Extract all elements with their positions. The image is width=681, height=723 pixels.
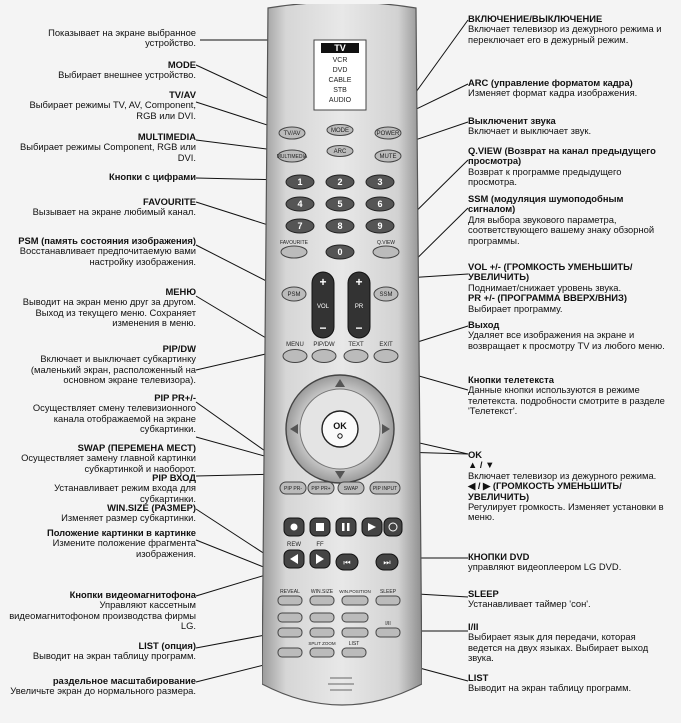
splitzoom-button[interactable]	[308, 641, 335, 657]
svg-text:MUTE: MUTE	[379, 154, 397, 160]
svg-text:ARC: ARC	[333, 149, 347, 155]
mode-audio: AUDIO	[328, 97, 352, 104]
label-power: ВКЛЮЧЕНИЕ/ВЫКЛЮЧЕНИЕ Включает телевизор из дежурного режима и переключает его в дежурный режим.	[468, 13, 662, 45]
plus-icon: +	[355, 275, 363, 289]
svg-text:2: 2	[337, 177, 343, 187]
label-dvd-buttons: КНОПКИ DVD управляют видеоплеером LG DVD.	[468, 551, 622, 573]
remote-control	[262, 4, 422, 720]
arc-button[interactable]	[327, 146, 353, 157]
svg-text:PIP/DW: PIP/DW	[313, 342, 335, 348]
svg-text:Q.VIEW: Q.VIEW	[376, 240, 396, 246]
svg-text:7: 7	[297, 221, 303, 231]
minus-icon: −	[355, 321, 363, 335]
pip-pr-plus-button[interactable]	[308, 482, 334, 494]
tvav-button[interactable]	[279, 127, 305, 139]
ssm-button[interactable]	[374, 287, 398, 301]
label-exit: Выход Удаляет все изображения на экране и возвращает к просмотру TV из любого меню.	[468, 319, 665, 351]
favourite-button[interactable]	[280, 240, 309, 258]
dvd-prev-button[interactable]	[336, 554, 358, 570]
svg-text:PSM: PSM	[287, 292, 301, 298]
list-option-button[interactable]	[278, 648, 302, 657]
svg-text:0: 0	[337, 247, 343, 257]
label-split-zoom: раздельное масштабирование Увеличьте экран до нормального размера.	[10, 675, 196, 697]
svg-text:4: 4	[297, 199, 303, 209]
svg-text:MENU: MENU	[286, 342, 304, 348]
psm-button[interactable]	[282, 287, 306, 301]
mode-button[interactable]	[327, 125, 353, 136]
number-8-button[interactable]	[326, 219, 354, 233]
label-pipdw: PIP/DW Включает и выключает субкартинку (маленький экран, расположенный на основном экране телевизора).	[30, 343, 196, 386]
power-button[interactable]	[375, 127, 401, 139]
svg-text:SLEEP: SLEEP	[379, 589, 397, 595]
mode-stb: STB	[333, 87, 347, 94]
pip-pr-minus-button[interactable]	[280, 482, 306, 494]
svg-text:OK: OK	[333, 421, 347, 431]
label-vcr-buttons: Кнопки видеомагнитофона Управляют кассетным видеомагнитофоном производства фирмы LG.	[9, 589, 196, 632]
svg-text:3: 3	[377, 177, 383, 187]
plus-icon: +	[319, 275, 327, 289]
svg-text:PR: PR	[354, 304, 364, 310]
svg-text:POWER: POWER	[376, 131, 400, 137]
label-tvav: TV/AV Выбирает режимы TV, AV, Component, RGB или DVI.	[29, 89, 196, 121]
play-button[interactable]	[362, 518, 382, 536]
number-9-button[interactable]	[366, 219, 394, 233]
svg-text:I/II: I/II	[385, 621, 391, 627]
swap-button[interactable]	[338, 482, 364, 494]
label-winsize: WIN.SIZE (РАЗМЕР) Изменяет размер субкартинки.	[61, 502, 196, 524]
number-4-button[interactable]	[286, 197, 314, 211]
label-list: LIST Выводит на экран таблицу программ.	[468, 672, 632, 694]
number-1-button[interactable]	[286, 175, 314, 189]
program-rocker[interactable]	[348, 272, 370, 338]
label-psm: PSM (память состояния изображения) Восстанавливает предпочитаемую вами настройку изображения.	[18, 235, 196, 267]
menu-button[interactable]	[283, 342, 307, 363]
svg-text:PIP INPUT: PIP INPUT	[372, 486, 398, 492]
number-0-button[interactable]	[326, 245, 354, 259]
mode-tv: TV	[334, 43, 346, 53]
label-teletext: Кнопки телетекста Данные кнопки используются в режиме телетекста. подробности смотрите в разделе 'Телетекст'.	[468, 374, 665, 417]
svg-text:SPLIT ZOOM: SPLIT ZOOM	[308, 641, 336, 646]
stop-button[interactable]	[310, 518, 330, 536]
skip-forward-icon: ⏭	[383, 558, 391, 567]
svg-text:VOL: VOL	[316, 304, 330, 310]
svg-text:REVEAL: REVEAL	[280, 589, 300, 595]
svg-text:WIN.SIZE: WIN.SIZE	[310, 589, 334, 595]
mode-vcr: VCR	[332, 57, 348, 64]
label-qview: Q.VIEW (Возврат на канал предыдущего просмотра) Возврат к программе предыдущего просмотра.	[468, 145, 656, 188]
svg-text:SWAP: SWAP	[343, 486, 359, 492]
svg-text:SSM: SSM	[379, 292, 393, 298]
reveal-button[interactable]	[278, 589, 302, 605]
svg-text:9: 9	[377, 221, 383, 231]
svg-text:TV/AV: TV/AV	[283, 131, 301, 137]
svg-text:1: 1	[297, 177, 303, 187]
label-pip-pr: PIP PR+/- Осуществляет смену телевизионного канала отображаемой на экране субкартинки.	[32, 392, 196, 435]
label-pip-position: Положение картинки в картинке Измените положение фрагмента изображения.	[46, 527, 196, 559]
label-ssm: SSM (модуляция шумоподобным сигналом) Для выбора звукового параметра, соответствующего вашему знаку обзорной программы.	[468, 193, 655, 246]
number-5-button[interactable]	[326, 197, 354, 211]
svg-text:PIP PR+: PIP PR+	[311, 486, 331, 492]
number-2-button[interactable]	[326, 175, 354, 189]
label-display: Показывает на экране выбранное устройство.	[48, 27, 196, 49]
label-swap: SWAP (ПЕРЕМЕНА МЕСТ) Осуществляет замену главной картинки субкартинкой и наоборот.	[21, 442, 196, 474]
record-button[interactable]	[284, 518, 304, 536]
number-6-button[interactable]	[366, 197, 394, 211]
svg-text:WIN.POSITION: WIN.POSITION	[339, 589, 371, 594]
svg-text:EXIT: EXIT	[379, 342, 393, 348]
label-pip-input: PIP ВХОД Устанавливает режим входа для субкартинки.	[54, 472, 196, 504]
label-favourite: FAVOURITE Вызывает на экране любимый канал.	[32, 196, 196, 218]
winposition-button[interactable]	[339, 589, 371, 605]
svg-text:5: 5	[337, 199, 343, 209]
pipdw-button[interactable]	[312, 342, 336, 363]
svg-text:FAVOURITE: FAVOURITE	[280, 240, 308, 246]
svg-text:TEXT: TEXT	[348, 342, 364, 348]
svg-text:8: 8	[337, 221, 343, 231]
winsize-button[interactable]	[310, 589, 334, 605]
minus-icon: −	[319, 321, 327, 335]
skip-back-icon: ⏮	[343, 558, 351, 567]
dvd-stop-button[interactable]	[384, 518, 402, 536]
svg-text:LIST: LIST	[348, 641, 360, 647]
label-mute: Выключенит звука Включает и выключает звук.	[468, 115, 592, 137]
svg-text:MODE: MODE	[331, 128, 349, 134]
svg-text:REW: REW	[287, 542, 301, 548]
mute-button[interactable]	[375, 150, 401, 162]
label-sleep: SLEEP Устанавливает таймер 'сон'.	[468, 588, 591, 610]
svg-text:MULTIMEDIA: MULTIMEDIA	[276, 154, 308, 160]
number-3-button[interactable]	[366, 175, 394, 189]
label-i-ii: I/II Выбирает язык для передачи, которая ведется на двух языках. Выбирает выход звука.	[468, 621, 649, 664]
label-menu: МЕНЮ Выводит на экран меню друг за другом. Выход из текущего меню. Сохраняет изменения в меню.	[22, 286, 196, 329]
label-arc: ARC (управление форматом кадра) Изменяет формат кадра изображения.	[468, 77, 638, 99]
pause-button[interactable]	[336, 518, 356, 536]
svg-text:PIP PR-: PIP PR-	[284, 486, 302, 492]
mode-dvd: DVD	[332, 67, 348, 74]
dvd-next-button[interactable]	[376, 554, 398, 570]
volume-rocker[interactable]	[312, 272, 334, 338]
pip-input-button[interactable]	[370, 482, 400, 494]
label-number-keys: Кнопки с цифрами	[108, 171, 196, 182]
ok-button[interactable]	[322, 411, 358, 447]
mode-cable: CABLE	[328, 77, 352, 84]
label-multimedia: MULTIMEDIA Выбирает режимы Component, RGB или DVI.	[20, 131, 196, 163]
number-7-button[interactable]	[286, 219, 314, 233]
label-ok-nav: OK ▲ / ▼ Включает телевизор из дежурного режима. ◀ / ▶ (ГРОМКОСТЬ УМЕНЬШИТЬ/УВЕЛИЧИТЬ) Регулирует громкость. Изменяет установки в меню.	[468, 449, 664, 523]
label-list-option: LIST (опция) Выводит на экран таблицу программ.	[32, 640, 196, 662]
label-vol-pr: VOL +/- (ГРОМКОСТЬ УМЕНЬШИТЬ/УВЕЛИЧИТЬ) Поднимает/снижает уровень звука. PR +/- (ПРОГРАММА ВВЕРХ/ВНИЗ) Выбирает программу.	[468, 261, 633, 314]
label-mode: MODE Выбирает внешнее устройство.	[58, 59, 196, 81]
svg-text:6: 6	[377, 199, 383, 209]
svg-text:FF: FF	[316, 542, 324, 548]
